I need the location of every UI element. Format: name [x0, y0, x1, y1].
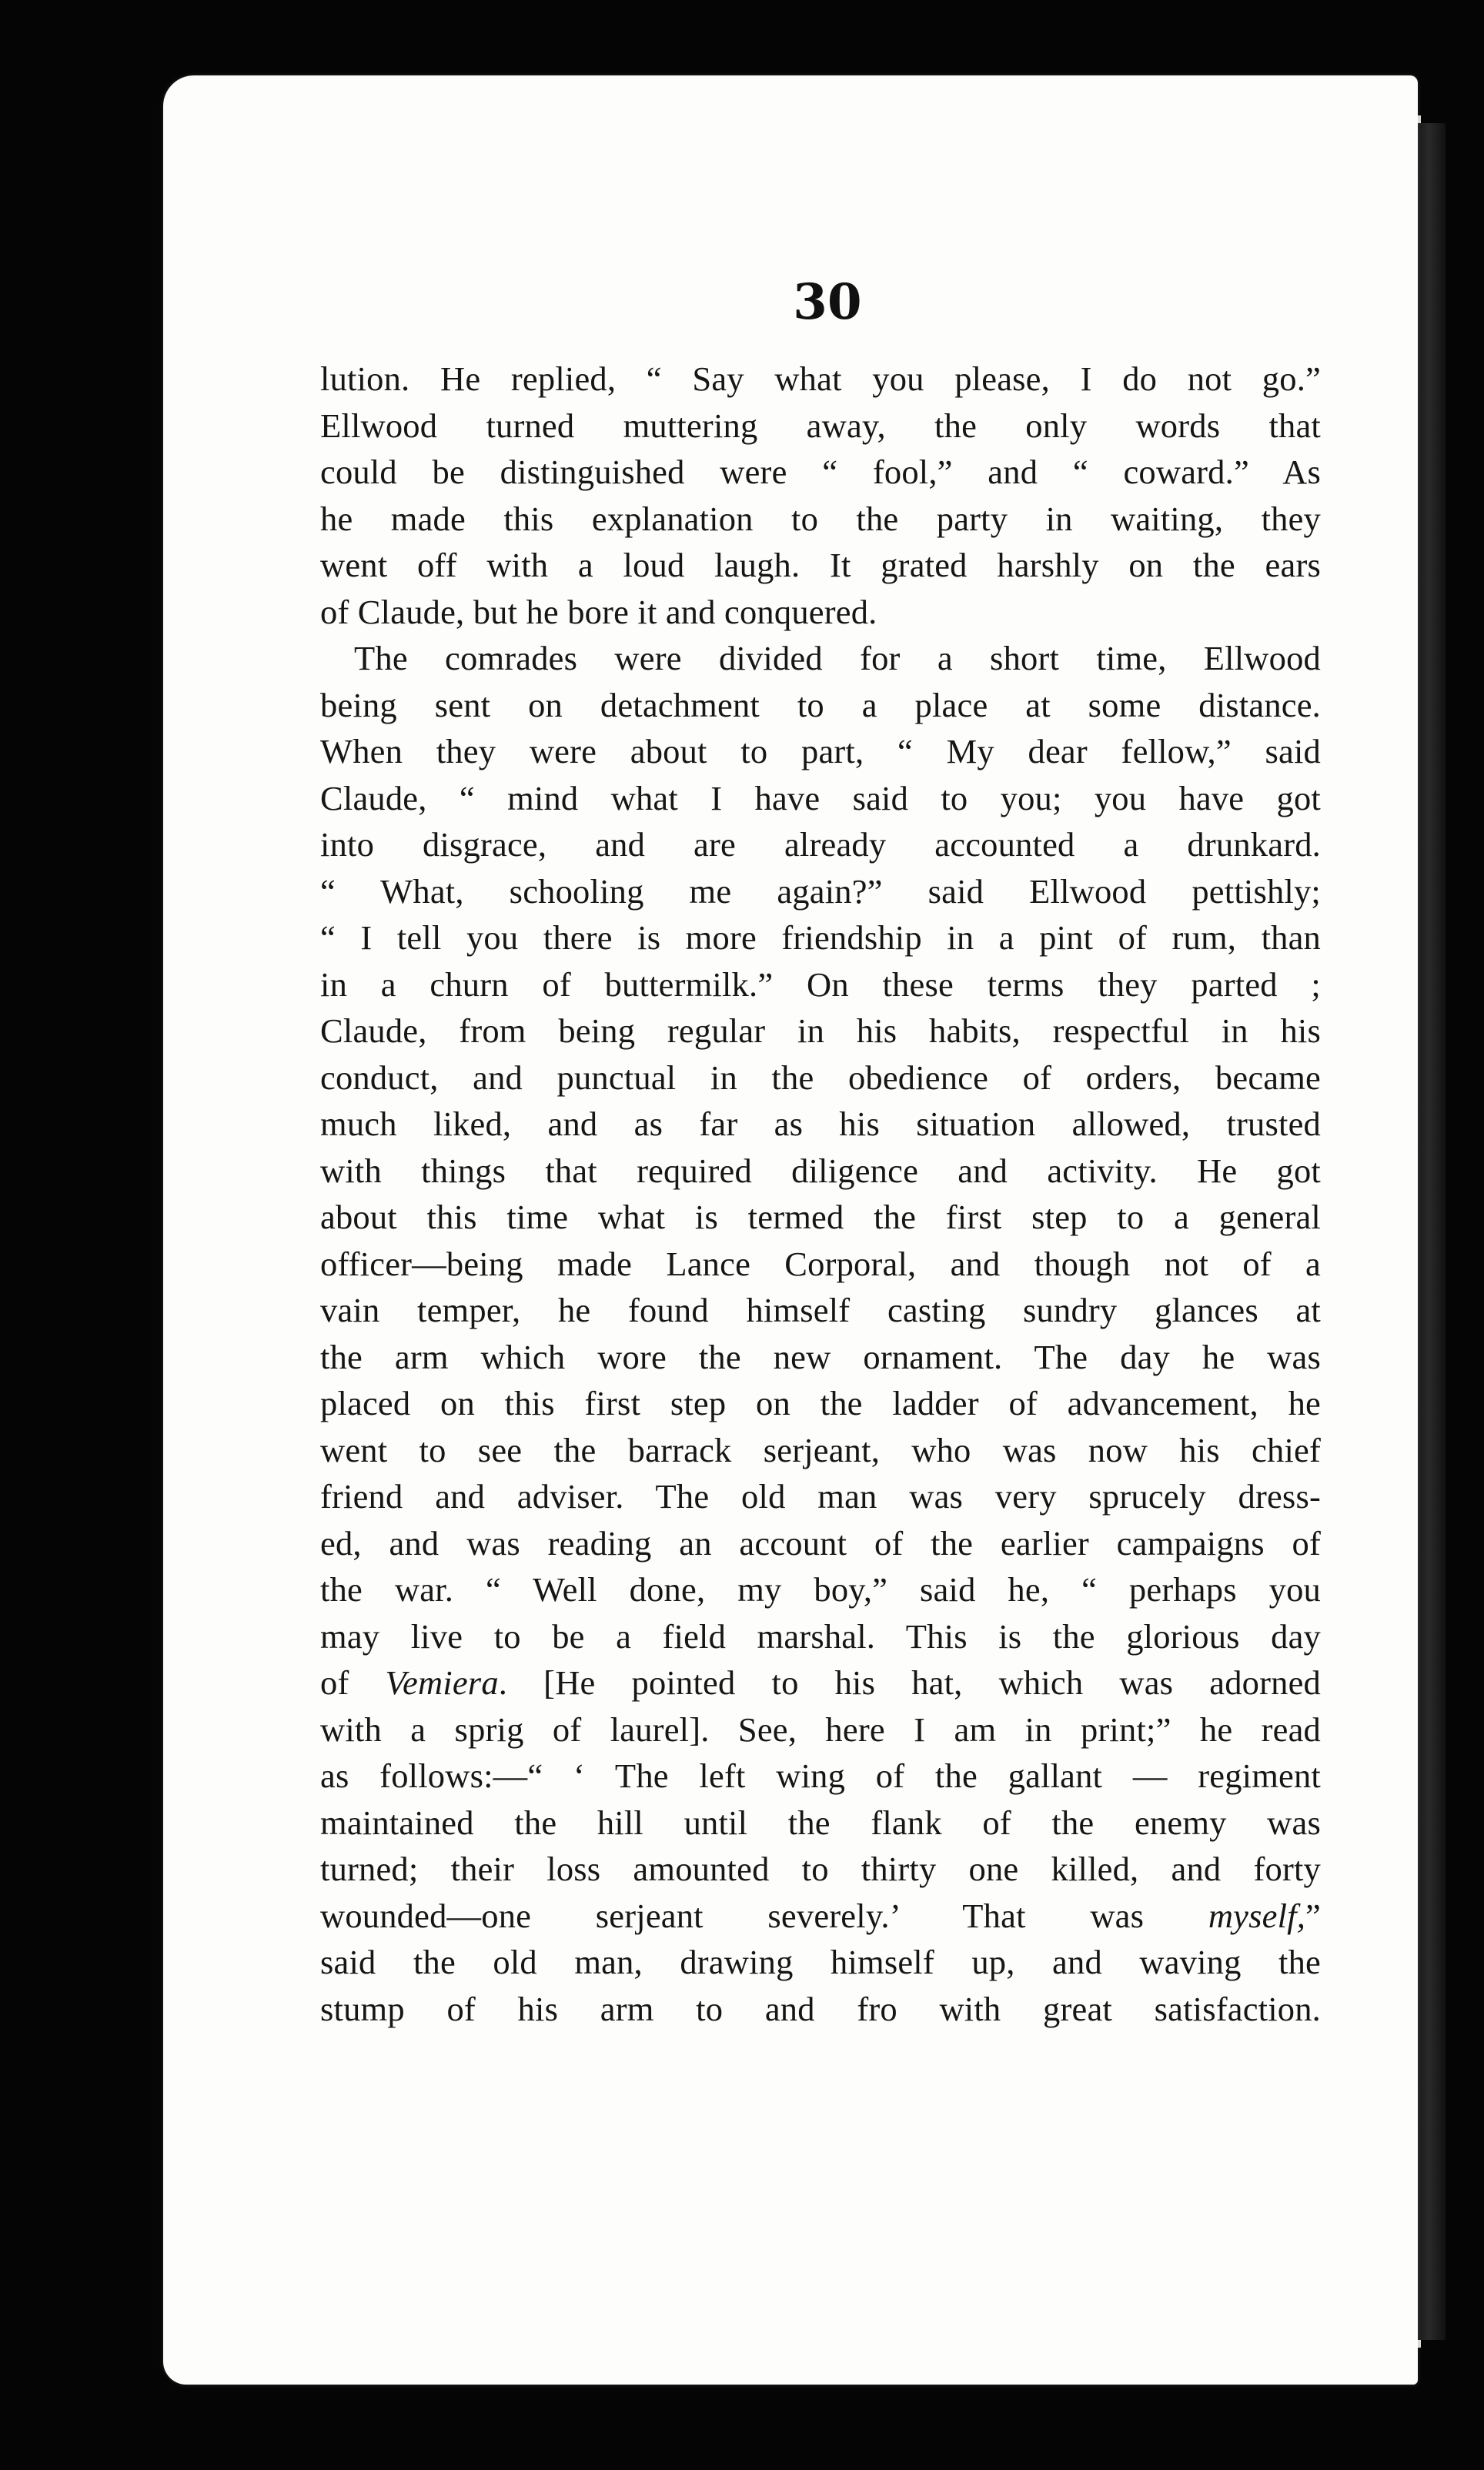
text-line: stump of his arm to and fro with great satisfaction. [320, 1989, 1321, 2028]
text-line: “ What, schooling me again?” said Ellwood pettishly; [320, 871, 1321, 911]
text-line: into disgrace, and are already accounted a drunkard. [320, 825, 1321, 864]
text-line: officer—being made Lance Corporal, and though not of a [320, 1244, 1321, 1283]
text-line: maintained the hill until the flank of the enemy was [320, 1803, 1321, 1842]
text-line: about this time what is termed the first step to a general [320, 1198, 1321, 1236]
text-line: with a sprig of laurel]. See, here I am in print;” he read [320, 1710, 1321, 1749]
text-line: Claude, from being regular in his habits, respectful in his [320, 1011, 1321, 1050]
text-line: placed on this first step on the ladder of advancement, he [320, 1384, 1321, 1422]
page-text [320, 356, 1321, 2032]
text-line: much liked, and as far as his situation allowed, trusted [320, 1105, 1321, 1143]
text-line: vain temper, he found himself casting sundry glances at [320, 1291, 1321, 1329]
text-line: Claude, “ mind what I have said to you; you have got [320, 778, 1321, 817]
text-line: as follows:—“ ‘ The left wing of the gallant — regiment [320, 1756, 1321, 1795]
text-line: “ I tell you there is more friendship in a pint of rum, than [320, 918, 1321, 957]
text-line: ed, and was reading an account of the earlier campaigns of [320, 1523, 1321, 1563]
text-line: friend and adviser. The old man was very sprucely dress- [320, 1477, 1321, 1516]
text-line: Ellwood turned muttering away, the only words that [320, 406, 1321, 445]
text-line: The comrades were divided for a short time, Ellwood [354, 639, 1321, 677]
text-line: wounded—one serjeant severely.’ That was myself,” [320, 1896, 1321, 1935]
text-line: went to see the barrack serjeant, who was now his chief [320, 1430, 1321, 1469]
text-line: lution. He replied, “ Say what you please, I do not go.” [320, 359, 1321, 398]
book-binding [1418, 123, 1446, 2340]
text-line: with things that required diligence and activity. He got [320, 1151, 1321, 1190]
text-line: said the old man, drawing himself up, and waving the [320, 1943, 1321, 1981]
text-line: turned; their loss amounted to thirty one killed, and forty [320, 1850, 1321, 1888]
text-line: of Claude, but he bore it and conquered. [320, 592, 877, 631]
text-line: the war. “ Well done, my boy,” said he, “ perhaps you [320, 1570, 1321, 1609]
text-line: conduct, and punctual in the obedience of orders, became [320, 1058, 1321, 1097]
text-line: could be distinguished were “ fool,” and “ coward.” As [320, 453, 1321, 491]
text-line: went off with a loud laugh. It grated harshly on the ears [320, 546, 1321, 584]
text-line: in a churn of buttermilk.” On these terms they parted ; [320, 964, 1321, 1004]
page-number: 30 [793, 273, 862, 331]
italic-word: Vemiera [385, 1663, 499, 1702]
text-line: he made this explanation to the party in waiting, they [320, 499, 1321, 538]
text-line: When they were about to part, “ My dear fellow,” said [320, 732, 1321, 770]
text-line: may live to be a field marshal. This is the glorious day [320, 1616, 1321, 1656]
italic-word: myself, [1208, 1896, 1306, 1935]
text-line: of Vemiera. [He pointed to his hat, which was adorned [320, 1663, 1321, 1702]
text-line: being sent on detachment to a place at some distance. [320, 685, 1321, 724]
text-line: the arm which wore the new ornament. The day he was [320, 1337, 1321, 1376]
